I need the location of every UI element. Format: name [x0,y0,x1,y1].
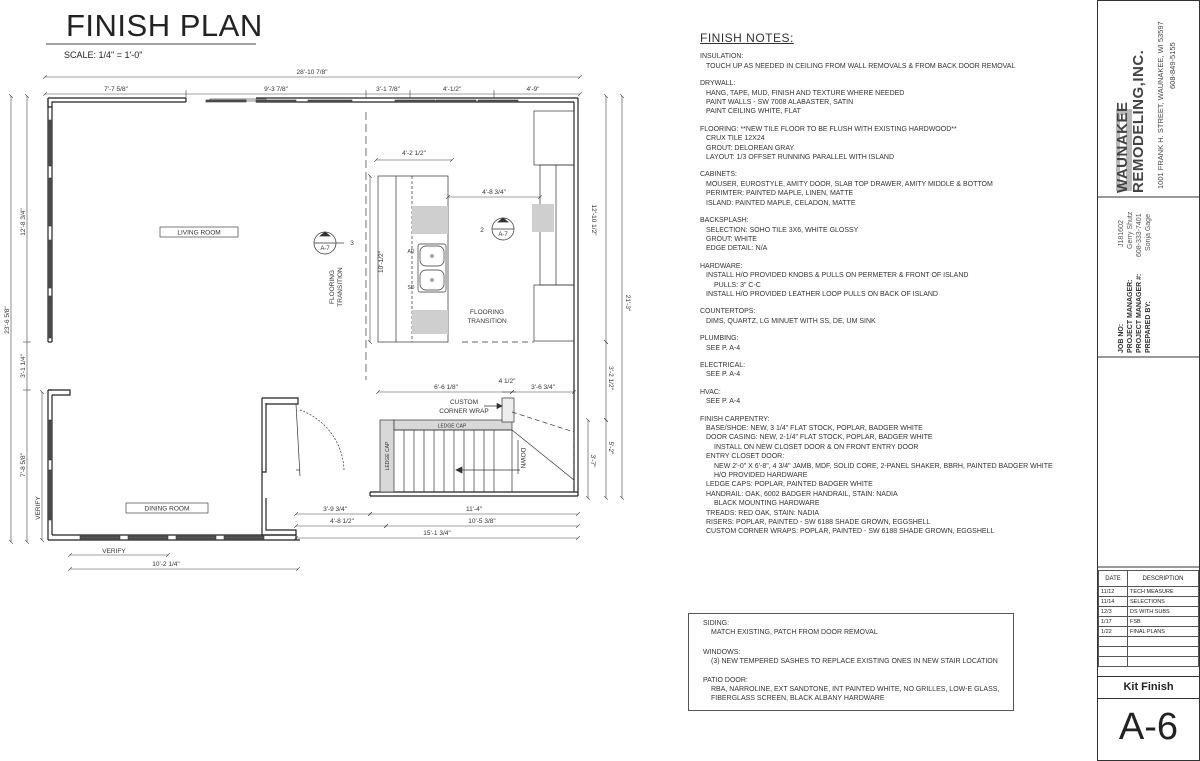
note-line: INSTALL H/O PROVIDED KNOBS & PULLS ON PERMETER & FRONT OF ISLAND [706,272,969,280]
note-line: ISLAND: PAINTED MAPLE, CELADON, MATTE [706,199,856,207]
revision-date [1099,637,1128,647]
revision-description [1128,657,1199,667]
patio-door-title: PATIO DOOR: [703,677,748,684]
sd-label: SD [407,285,415,291]
revision-date [1099,647,1128,657]
flooring-transition-2a: FLOORING [470,309,504,316]
dim-left-2: 3'-1 1/4" [20,354,27,378]
note-line: LEDGE CAPS: POPLAR, PAINTED BADGER WHITE [706,481,873,489]
note-section-title: INSULATION: [700,53,744,61]
note-section [700,388,1090,407]
flooring-transition-2b: TRANSITION [467,318,507,325]
dim-right-overall: 21'-3" [624,294,631,312]
dim-bottom-3: 4'-8 1/2" [330,518,354,525]
sheet-name: Kit Finish [1098,676,1199,699]
note-line: BLACK MOUNTING HARDWARE [714,500,820,508]
verify-label-left: VERIFY [35,496,42,520]
title-block [1097,0,1200,761]
pm-no-label: PROJECT MANAGER #: [1136,273,1143,353]
note-section-title: CABINETS: [700,171,737,179]
note-line: GROUT: DELOREAN GRAY [706,144,795,152]
sheet-number: A-6 [1118,706,1179,748]
note-line: SELECTION: SOHO TILE 3X6, WHITE GLOSSY [706,226,859,234]
dimension-lines [11,77,622,569]
note-line: NEW 2'-0" X 6'-8", 4 3/4" JAMB, MDF, SOLID CORE, 2-PANEL SHAKER, BBRH, PAINTED BADGER WHITE [714,462,1053,470]
perimeter-cabinets [532,111,574,341]
closet-door [296,404,344,476]
note-line: PULLS: 3" C-C [714,281,761,289]
note-line: MOUSER, EUROSTYLE, AMITY DOOR, SLAB TOP DRAWER, AMITY MIDDLE & BOTTOM [706,180,993,188]
note-line: BASE/SHOE: NEW, 3 1/4" FLAT STOCK, POPLAR, BADGER WHITE [706,425,923,432]
note-line: PERIMTER: PAINTED MAPLE, LINEN, MATTE [706,190,854,198]
note-line: SEE P. A-4 [706,344,741,352]
note-section-title: DRYWALL: [700,80,736,88]
ledge-cap-label-2: LEDGE CAP [385,441,391,471]
stair-down-label: DOWN [519,447,526,469]
plan-scale: SCALE: 1/4" = 1'-0" [64,50,143,60]
revision-description: TECH MEASURE [1128,587,1199,597]
note-section-title: ELECTRICAL: [700,361,746,369]
note-line: SEE P. A-4 [706,398,741,406]
note-line: CRUX TILE 12X24 [706,135,765,143]
company-address: 1001 FRANK H. STREET, WAUNAKEE, WI 53597 [1156,21,1165,189]
note-section [700,79,1090,117]
rev-header-date: DATE [1099,571,1128,587]
note-section [700,262,1090,300]
dim-island-length: 10'-1/2" [378,251,385,273]
dim-overall-top: 28'-10 7/8" [296,69,328,76]
kitchen-island [366,112,534,380]
note-line: HANDRAIL: OAK, 6002 BADGER HANDRAIL, STAIN: NADIA [706,490,898,498]
custom-wrap-label-2: CORNER WRAP [439,408,489,415]
note-section-title: HARDWARE: [700,262,743,270]
revision-table [1098,570,1199,667]
note-line: GROUT: WHITE [706,235,757,243]
siding-line: MATCH EXISTING, PATCH FROM DOOR REMOVAL [711,629,878,636]
dim-bottom-5: 15'-1 3/4" [423,530,451,537]
revision-date: 11/12 [1099,587,1128,597]
revision-date: 1/17 [1099,617,1128,627]
exterior-notes-box [688,613,1014,711]
revision-row [1099,657,1199,667]
company-phone: 608-849-5155 [1168,42,1177,89]
section-tag-1-num: 3 [350,240,354,247]
dim-right-2: 3'-2 1/2" [607,366,614,390]
note-line: TOUCH UP AS NEEDED IN CEILING FROM WALL REMOVALS & FROM BACK DOOR REMOVAL [706,62,1016,70]
revision-description: FINAL PLANS [1128,627,1199,637]
pm-label: PROJECT MANAGER: [1127,279,1134,353]
note-section-title: FLOORING: **NEW TILE FLOOR TO BE FLUSH WITH EXISTING HARDWOOD** [700,125,957,133]
note-line: CUSTOM CORNER WRAPS: POPLAR, PAINTED - SW 6188 SHADE GROWN, EGGSHELL [706,528,995,536]
revision-date: 12/3 [1099,607,1128,617]
room-label-boxes [126,227,238,513]
dim-island-width: 4'-2 1/2" [402,150,426,157]
revision-description: DS WITH SUBS [1128,607,1199,617]
rev-header-desc: DESCRIPTION [1128,571,1199,587]
note-section-title: BACKSPLASH: [700,217,749,225]
dim-right-3: 5'-2" [607,441,614,455]
revision-row [1099,587,1199,597]
dim-top-5: 4'-9" [526,86,540,93]
note-section [700,415,1090,537]
note-section-title: FINISH CARPENTRY: [700,415,770,423]
note-section-title: COUNTERTOPS: [700,308,756,316]
note-line: RISERS: POPLAR, PAINTED - SW 6188 SHADE GROWN, EGGSHELL [706,519,931,527]
dim-top-4: 4'-1/2" [442,86,462,93]
revision-description [1128,637,1199,647]
company-name-2: REMODELING,INC. [1130,49,1147,193]
dim-top-2: 9'-3 7/8" [264,86,288,93]
ad-label: AD [407,249,415,255]
note-line: LAYOUT: 1/3 OFFSET RUNNING PARALLEL WITH ISLAND [706,154,895,162]
floor-plan [0,0,690,600]
section-tag-2-ref: A-7 [498,232,508,238]
note-line: INSTALL ON NEW CLOSET DOOR & ON FRONT ENTRY DOOR [714,443,919,451]
dim-bottom-2: 11'-4" [465,506,483,513]
note-line: EDGE DETAIL: N/A [706,245,768,253]
revision-row [1099,627,1199,637]
note-section [700,125,1090,163]
finish-notes-body [700,52,1090,536]
dim-stair-1: 6'-6 1/8" [434,384,458,391]
patio-door-line-1: RBA, NARROLINE, EXT SANDTONE, INT PAINTED WHITE, NO GRILLES, LOW-E GLASS, [711,686,1000,693]
job-no-value: J181602 [1118,220,1125,247]
flooring-transition-1b: TRANSITION [337,267,344,307]
dim-bottom-6: 10'-2 1/4" [152,561,180,568]
pm-no-value: 608-333-7401 [1136,213,1143,257]
siding-title: SIDING: [703,620,730,627]
windows-line: (3) NEW TEMPERED SASHES TO REPLACE EXISTING ONES IN NEW STAIR LOCATION [711,658,998,665]
plan-title: FINISH PLAN [66,8,263,43]
job-no-label: JOB NO: [1118,323,1125,353]
flooring-transition-1a: FLOORING [329,270,336,304]
section-tag-2-num: 2 [480,227,484,234]
finish-notes-heading: FINISH NOTES: [700,31,794,45]
windows-title: WINDOWS: [703,649,741,656]
note-line: PAINT WALLS - SW 7008 ALABASTER, SATIN [706,99,854,107]
revision-row [1099,647,1199,657]
living-room-label: LIVING ROOM [177,229,221,237]
ledge-cap-label-1: LEDGE CAP [437,423,467,430]
prepared-by-label: PREPARED BY: [1145,301,1152,353]
patio-door-line-2: FIBERGLASS SCREEN, BLACK ALBANY HARDWARE [711,695,885,702]
dim-stair-3: 3'-6 3/4" [531,384,555,391]
dim-bottom-1: 3'-9 3/4" [323,506,347,513]
finish-notes [700,31,1090,545]
verify-label-bottom: VERIFY [102,548,126,555]
revision-row [1099,597,1199,607]
note-line: DOOR CASING: NEW, 2-1/4" FLAT STOCK, POPLAR, BADGER WHITE [706,434,933,442]
dim-right-1: 12'-10 1/2" [590,204,597,236]
note-section-title: PLUMBING: [700,335,739,343]
note-section [700,361,1090,380]
revision-description: FSB [1128,617,1199,627]
pm-value: Gerry Shutz [1127,211,1134,249]
note-section [700,307,1090,326]
note-line: SEE P. A-4 [706,371,741,379]
revision-row [1099,617,1199,627]
note-line: TREADS: RED OAK, STAIN: NADIA [706,509,820,517]
note-line: DIMS, QUARTZ, LG MINUET WITH SS, DE, UM SINK [706,317,876,325]
dim-island-gap: 4'-8 3/4" [482,189,506,196]
revision-row [1099,607,1199,617]
dining-room-label: DINING ROOM [144,505,190,513]
note-line: ENTRY CLOSET DOOR: [706,453,785,461]
dim-left-3: 7'-8 5/8" [20,453,27,477]
revision-description [1128,647,1199,657]
windows-left [49,120,264,539]
note-line: INSTALL H/O PROVIDED LEATHER LOOP PULLS ON BACK OF ISLAND [706,290,938,298]
note-section [700,52,1090,71]
revision-date [1099,657,1128,667]
dim-left-overall: 23'-6 5/8" [4,306,11,334]
dim-left-1: 12'-8 3/4" [20,208,27,236]
note-section [700,170,1090,208]
note-line: HANG, TAPE, MUD, FINISH AND TEXTURE WHERE NEEDED [706,89,905,97]
dim-right-4: 3'-7" [589,454,596,468]
custom-wrap-label-1: CUSTOM [449,399,479,406]
note-section [700,334,1090,353]
company-name-1: WAUNAKEE [1114,101,1131,193]
revision-description: SELECTIONS [1128,597,1199,607]
revision-date: 1/22 [1099,627,1128,637]
dim-stair-2: 4 1/2" [498,378,516,385]
note-line: PAINT CEILING WHITE, FLAT [706,108,801,116]
revision-row [1099,637,1199,647]
dim-bottom-4: 10'-5 3/8" [468,518,496,525]
note-section [700,216,1090,254]
note-line: H/O PROVIDED HARDWARE [714,472,808,480]
section-tag-1-ref: A-7 [320,246,330,252]
revision-date: 11/14 [1099,597,1128,607]
prepared-by-value: Sonja Gage [1145,214,1152,251]
dim-top-1: 7'-7 5/8" [104,86,128,93]
note-section-title: HVAC: [700,388,721,396]
dim-top-3: 3'-1 7/8" [376,86,400,93]
